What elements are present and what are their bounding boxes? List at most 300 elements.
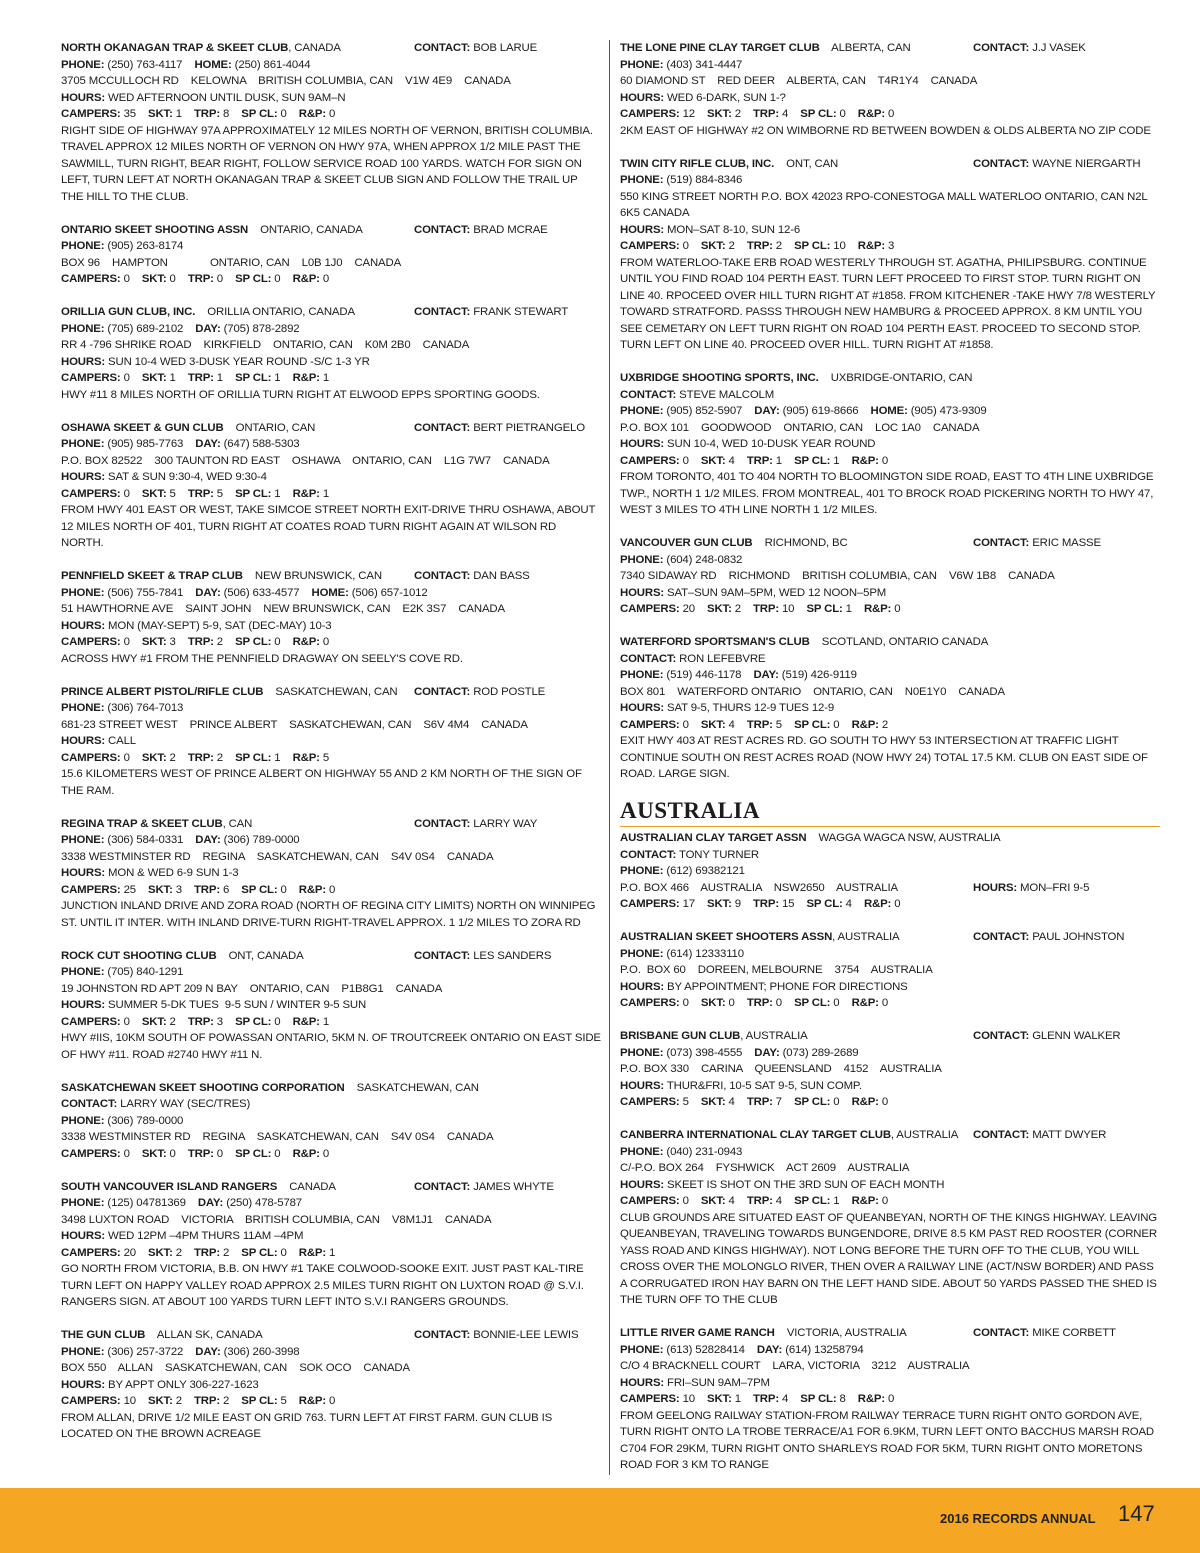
listing-text: HOURS: MON–SAT 8-10, SUN 12-6 <box>620 223 801 236</box>
listing-line <box>61 337 601 354</box>
listing-line <box>61 57 601 74</box>
listing-text: PHONE: (613) 52828414 DAY: (614) 13258794 <box>620 1343 864 1356</box>
club-listing <box>620 370 1160 519</box>
listing-text: C/O 4 BRACKNELL COURT LARA, VICTORIA 3212 AUSTRALIA <box>620 1360 970 1372</box>
listing-line <box>620 995 1160 1012</box>
listing-text: FROM ALLAN, DRIVE 1/2 MILE EAST ON GRID 763. TURN LEFT AT FIRST FARM. GUN CLUB IS LOCATED ON THE BROWN ACREAGE <box>61 1411 553 1440</box>
left-column <box>61 40 601 1459</box>
listing-line <box>61 585 601 602</box>
club-name: REGINA TRAP & SKEET CLUB <box>61 817 223 830</box>
contact-name: DAN BASS <box>473 570 530 582</box>
club-header-line <box>61 40 601 57</box>
club-name: UXBRIDGE SHOOTING SPORTS, INC. <box>620 372 819 384</box>
listing-line <box>620 1193 1160 1210</box>
listing-line <box>61 1146 601 1163</box>
listing-text: JUNCTION INLAND DRIVE AND ZORA ROAD (NORTH OF REGINA CITY LIMITS) NORTH ON WINNIPEG ST. UNTIL IT INTER. WITH INLAND DRIVE-TURN RIGHT-TRAVEL APPROX. 1 1/2 MILES TO ZORA RD <box>61 900 596 929</box>
listing-line <box>61 981 601 998</box>
listing-text: PHONE: (250) 763-4117 HOME: (250) 861-4044 <box>61 58 311 71</box>
listing-text: PHONE: (905) 263-8174 <box>61 240 184 252</box>
listing-line <box>61 618 601 635</box>
contact-name: GLENN WALKER <box>1032 1030 1121 1042</box>
listing-text: FROM TORONTO, 401 TO 404 NORTH TO BLOOMINGTON SIDE ROAD, EAST TO 4TH LINE UXBRIDGE TWP., NORTH 1 1/2 MILES. FROM MONTREAL, 401 TO BROCK ROAD PICKERING NORTH TO HWY 47, WEST 3 MILES TO 4TH LINE NORTH 1 1/2 MILES. <box>620 471 1154 516</box>
listing-line <box>620 123 1160 140</box>
club-header-line <box>620 40 1160 57</box>
listing-text: PHONE: (519) 884-8346 <box>620 174 743 186</box>
club-name: AUSTRALIAN SKEET SHOOTERS ASSN <box>620 931 833 943</box>
club-listing <box>620 40 1160 139</box>
listing-text: HOURS: BY APPOINTMENT; PHONE FOR DIRECTIONS <box>620 980 908 993</box>
club-listing <box>620 156 1160 354</box>
contact-field <box>973 1325 1116 1342</box>
contact-field <box>414 948 551 965</box>
contact-field <box>414 1179 554 1196</box>
listing-text: HWY #IIS, 10KM SOUTH OF POWASSAN ONTARIO, 5KM N. OF TROUTCREEK ONTARIO ON EAST SIDE OF HWY #11. ROAD #2740 HWY #11 N. <box>61 1032 601 1061</box>
listing-line <box>61 1344 601 1361</box>
club-listing <box>61 1080 601 1163</box>
listing-line <box>620 1078 1160 1095</box>
listing-line <box>61 1360 601 1377</box>
listing-line <box>620 1061 1160 1078</box>
listing-text: PHONE: (905) 852-5907 DAY: (905) 619-8666 HOME: (905) 473-9309 <box>620 405 987 417</box>
club-name: AUSTRALIAN CLAY TARGET ASSN <box>620 832 807 844</box>
listing-text: CAMPERS: 25 SKT: 3 TRP: 6 SP CL: 0 R&P: 0 <box>61 883 336 896</box>
listing-line <box>620 73 1160 90</box>
club-listing <box>620 1028 1160 1111</box>
listing-line <box>61 651 601 668</box>
hours-field <box>973 880 1089 897</box>
listing-text: P.O. BOX 466 AUSTRALIA NSW2650 AUSTRALIA <box>620 881 898 894</box>
listing-text: CAMPERS: 35 SKT: 1 TRP: 8 SP CL: 0 R&P: 0 <box>61 108 336 120</box>
contact-name: MATT DWYER <box>1032 1129 1107 1141</box>
listing-text: 19 JOHNSTON RD APT 209 N BAY ONTARIO, CAN P1B8G1 CANADA <box>61 982 443 995</box>
listing-text: HOURS: SKEET IS SHOT ON THE 3RD SUN OF EACH MONTH <box>620 1178 945 1191</box>
contact-label: CONTACT: <box>414 685 474 698</box>
listing-line <box>620 847 1160 864</box>
listing-line <box>61 964 601 981</box>
listing-line <box>61 238 601 255</box>
listing-line <box>620 238 1160 255</box>
listing-text: 2KM EAST OF HIGHWAY #2 ON WIMBORNE RD BETWEEN BOWDEN & OLDS ALBERTA NO ZIP CODE <box>620 124 1151 137</box>
listing-line <box>620 667 1160 684</box>
listing-line <box>61 453 601 470</box>
listing-text: EXIT HWY 403 AT REST ACRES RD. GO SOUTH TO HWY 53 INTERSECTION AT TRAFFIC LIGHT CONTINUE SOUTH ON REST ACRES ROAD (NOW HWY 24) TOTAL 17.5 KM. CLUB ON EAST SIDE OF ROAD. LARGE SIGN. <box>620 735 1148 780</box>
listing-text: HOURS: MON & WED 6-9 SUN 1-3 <box>61 867 239 879</box>
listing-text: BOX 550 ALLAN SASKATCHEWAN, CAN SOK OCO CANADA <box>61 1362 410 1374</box>
listing-line <box>620 222 1160 239</box>
contact-field <box>973 40 1086 57</box>
listing-line <box>61 370 601 387</box>
listing-line <box>620 420 1160 437</box>
listing-text: RIGHT SIDE OF HIGHWAY 97A APPROXIMATELY 12 MILES NORTH OF VERNON, BRITISH COLUMBIA. TRAVEL APPROX 12 MILES NORTH OF VERNON ON HWY 97A, WHEN APPROX 1/2 MILE PAST THE SAWMILL, TURN RIGHT, BEAR RIGHT, FOLLOW SERVICE ROAD 100 YARDS. WATCH FOR SIGN ON LEFT, TURN LEFT AT NORTH OKANAGAN TRAP & SKEET CLUB SIGN AND FOLLOW THE TRAIL UP THE HILL TO THE CLUB. <box>61 124 593 203</box>
listing-text: GO NORTH FROM VICTORIA, B.B. ON HWY #1 TAKE COLWOOD-SOOKE EXIT. JUST PAST KAL-TIRE TURN LEFT ON HAPPY VALLEY ROAD APPROX 2.5 MILES TURN RIGHT ON LUXTON ROAD @ S.V.I. RANGERS SIGN. AT ABOUT 100 YARDS TURN LEFT INTO S.V.I RANGERS GROUNDS. <box>61 1263 584 1308</box>
contact-label: CONTACT: <box>414 1180 474 1193</box>
listing-line <box>61 882 601 899</box>
contact-field <box>414 568 530 585</box>
listing-text: CONTACT: STEVE MALCOLM <box>620 388 775 401</box>
contact-name: BERT PIETRANGELO <box>473 421 585 434</box>
listing-text: PHONE: (306) 257-3722 DAY: (306) 260-3998 <box>61 1345 300 1358</box>
listing-line <box>61 1261 601 1311</box>
listing-line <box>620 1045 1160 1062</box>
contact-label: CONTACT: <box>973 1030 1033 1042</box>
footer-publication-label: 2016 RECORDS ANNUAL <box>940 1511 1096 1526</box>
listing-text: 3338 WESTMINSTER RD REGINA SASKATCHEWAN, CAN S4V 0S4 CANADA <box>61 850 494 863</box>
listing-line <box>61 106 601 123</box>
listing-text: BOX 96 HAMPTON ONTARIO, CAN L0B 1J0 CANADA <box>61 256 402 269</box>
club-listing <box>61 684 601 800</box>
listing-line <box>620 1375 1160 1392</box>
contact-field <box>414 420 585 437</box>
listing-line <box>620 172 1160 189</box>
column-divider <box>609 40 610 1475</box>
listing-line <box>620 1342 1160 1359</box>
listing-line <box>61 1212 601 1229</box>
listing-text: CAMPERS: 20 SKT: 2 TRP: 10 SP CL: 1 R&P: 0 <box>620 603 901 615</box>
listing-text: PHONE: (306) 584-0331 DAY: (306) 789-0000 <box>61 834 300 846</box>
listing-text: P.O. BOX 82522 300 TAUNTON RD EAST OSHAWA ONTARIO, CAN L1G 7W7 CANADA <box>61 454 550 467</box>
listing-text: 550 KING STREET NORTH P.O. BOX 42023 RPO-CONESTOGA MALL WATERLOO ONTARIO, CAN N2L 6K5 CANADA <box>620 190 1148 219</box>
listing-line <box>620 189 1160 222</box>
contact-field <box>973 1127 1106 1144</box>
club-header-line <box>620 929 1160 946</box>
club-name: CANBERRA INTERNATIONAL CLAY TARGET CLUB <box>620 1129 891 1141</box>
club-listing <box>61 304 601 403</box>
listing-text: P.O. BOX 101 GOODWOOD ONTARIO, CAN LOC 1A0 CANADA <box>620 421 980 434</box>
listing-line <box>620 57 1160 74</box>
listing-line <box>61 1245 601 1262</box>
listing-text: PHONE: (705) 689-2102 DAY: (705) 878-2892 <box>61 322 300 335</box>
club-name: OSHAWA SKEET & GUN CLUB <box>61 421 224 434</box>
page-number: 147 <box>1118 1501 1155 1526</box>
listing-line <box>620 387 1160 404</box>
listing-line <box>620 684 1160 701</box>
contact-field <box>973 535 1101 552</box>
listing-text: CAMPERS: 17 SKT: 9 TRP: 15 SP CL: 4 R&P: 0 <box>620 898 901 910</box>
club-header-line <box>620 1028 1160 1045</box>
contact-field <box>414 304 568 321</box>
listing-text: HOURS: THUR&FRI, 10-5 SAT 9-5, SUN COMP. <box>620 1079 862 1092</box>
club-header-line <box>620 370 1160 387</box>
club-header-line <box>61 1327 601 1344</box>
club-header-line <box>61 948 601 965</box>
contact-label: CONTACT: <box>973 537 1033 549</box>
contact-label: CONTACT: <box>973 157 1033 170</box>
listing-line <box>620 568 1160 585</box>
listing-line <box>61 865 601 882</box>
listing-line <box>620 453 1160 470</box>
contact-label: CONTACT: <box>414 1329 474 1341</box>
listing-text: ACROSS HWY #1 FROM THE PENNFIELD DRAGWAY ON SEELY'S COVE RD. <box>61 652 463 665</box>
club-name: BRISBANE GUN CLUB <box>620 1030 741 1042</box>
contact-label: CONTACT: <box>414 570 474 582</box>
listing-line <box>61 1377 601 1394</box>
listing-text: CONTACT: TONY TURNER <box>620 848 759 861</box>
listing-line <box>61 700 601 717</box>
listing-text: PHONE: (306) 764-7013 <box>61 702 184 714</box>
club-location: ALLAN SK, CANADA <box>145 1329 263 1341</box>
listing-line <box>620 403 1160 420</box>
contact-name: BRAD MCRAE <box>473 223 548 236</box>
contact-label: CONTACT: <box>414 421 474 434</box>
listing-text: FROM WATERLOO-TAKE ERB ROAD WESTERLY THROUGH ST. AGATHA, PHILIPSBURG. CONTINUE UNTIL YOU FIND ROAD 104 PERTH EAST. TURN LEFT PROCEED TO FIRST STOP. TURN RIGHT ON LINE 40. RPOCEED OVER HILL TURN RIGHT AT #1858. FROM KITCHENER -TAKE HWY 7/8 WESTERLY TOWARD STRATFORD. PASSS THROUGH NEW HAMBURG & PROCEED APPROX. 8 KM UNTIL YOU SEE CEMETARY ON LEFT TURN RIGHT ON ROAD 104 PERTH EAST. PROCEED TO SECOND STOP. TURN LEFT ON LINE 40. PROCEED OVER HILL. TURN RIGHT AT #1858. <box>620 256 1156 351</box>
listing-line <box>620 552 1160 569</box>
contact-label: CONTACT: <box>414 949 474 962</box>
listing-line <box>61 1195 601 1212</box>
contact-field <box>973 1028 1120 1045</box>
contact-field <box>414 816 537 833</box>
listing-text: 3338 WESTMINSTER RD REGINA SASKATCHEWAN, CAN S4V 0S4 CANADA <box>61 1131 494 1143</box>
club-location: , AUSTRALIA <box>740 1030 808 1042</box>
listing-text: CAMPERS: 10 SKT: 2 TRP: 2 SP CL: 5 R&P: 0 <box>61 1395 336 1407</box>
listing-text: PHONE: (614) 12333110 <box>620 947 744 960</box>
club-listing <box>620 1127 1160 1309</box>
contact-name: ROD POSTLE <box>473 685 546 698</box>
listing-line <box>620 1358 1160 1375</box>
contact-name: LES SANDERS <box>473 949 552 962</box>
australia-listings <box>620 830 1160 1474</box>
club-listing <box>61 816 601 932</box>
listing-text: HOURS: MON (MAY-SEPT) 5-9, SAT (DEC-MAY) 10-3 <box>61 619 332 632</box>
club-location: , CANADA <box>288 42 341 54</box>
club-location: NEW BRUNSWICK, CAN <box>242 570 382 582</box>
listing-text: 681-23 STREET WEST PRINCE ALBERT SASKATCHEWAN, CAN S6V 4M4 CANADA <box>61 718 528 731</box>
listing-line <box>61 1228 601 1245</box>
listing-text: CAMPERS: 0 SKT: 4 TRP: 1 SP CL: 1 R&P: 0 <box>620 454 889 467</box>
section-title-australia: AUSTRALIA <box>620 798 760 823</box>
contact-field <box>973 156 1140 173</box>
listing-line <box>61 354 601 371</box>
listing-line <box>620 717 1160 734</box>
listing-text: CAMPERS: 5 SKT: 4 TRP: 7 SP CL: 0 R&P: 0 <box>620 1096 889 1108</box>
listing-text: PHONE: (403) 341-4447 <box>620 58 743 71</box>
listing-text: C/-P.O. BOX 264 FYSHWICK ACT 2609 AUSTRALIA <box>620 1162 910 1174</box>
club-location: , AUSTRALIA <box>832 931 900 943</box>
listing-text: HOURS: SAT 9-5, THURS 12-9 TUES 12-9 <box>620 702 835 714</box>
contact-name: WAYNE NIERGARTH <box>1032 157 1141 170</box>
contact-label: CONTACT: <box>414 817 474 830</box>
listing-line <box>620 1210 1160 1309</box>
club-location: ONTARIO, CANADA <box>248 223 363 236</box>
listing-text: CAMPERS: 0 SKT: 0 TRP: 0 SP CL: 0 R&P: 0 <box>620 997 889 1009</box>
listing-text: PHONE: (519) 446-1178 DAY: (519) 426-9119 <box>620 669 857 681</box>
club-location: RICHMOND, BC <box>752 537 848 549</box>
listing-text: FROM GEELONG RAILWAY STATION-FROM RAILWAY TERRACE TURN RIGHT ONTO GORDON AVE, TURN RIGHT ONTO LA TROBE TERRACE/A1 FOR 6.9KM, TURN LEFT ONTO BACCHUS MARSH ROAD C704 FOR 29KM, TURN RIGHT ONTO SHARLEYS ROAD FOR 5KM, TURN RIGHT ONTO MORETONS ROAD FOR 3 KM TO RANGE <box>620 1409 1154 1471</box>
club-location: ONT, CANADA <box>216 949 304 962</box>
club-listing <box>620 634 1160 783</box>
listing-line <box>620 1144 1160 1161</box>
club-listing <box>61 420 601 552</box>
listing-line <box>620 880 1160 897</box>
listing-line <box>61 1113 601 1130</box>
listing-text: HOURS: CALL <box>61 735 136 747</box>
contact-name: BONNIE-LEE LEWIS <box>473 1329 579 1341</box>
listing-line <box>61 717 601 734</box>
listing-line <box>620 1177 1160 1194</box>
contact-label: CONTACT: <box>973 42 1033 54</box>
listing-line <box>620 733 1160 783</box>
listing-text: BOX 801 WATERFORD ONTARIO ONTARIO, CAN N0E1Y0 CANADA <box>620 685 1005 698</box>
listing-text: 3705 MCCULLOCH RD KELOWNA BRITISH COLUMBIA, CAN V1W 4E9 CANADA <box>61 75 511 87</box>
contact-name: JAMES WHYTE <box>473 1180 554 1193</box>
club-name: VANCOUVER GUN CLUB <box>620 537 753 549</box>
listing-text: HWY #11 8 MILES NORTH OF ORILLIA TURN RIGHT AT ELWOOD EPPS SPORTING GOODS. <box>61 388 540 401</box>
listing-text: 3498 LUXTON ROAD VICTORIA BRITISH COLUMBIA, CAN V8M1J1 CANADA <box>61 1213 492 1226</box>
listing-line <box>61 255 601 272</box>
listing-line <box>620 469 1160 519</box>
contact-name: ERIC MASSE <box>1032 537 1101 549</box>
club-header-line <box>61 684 601 701</box>
listing-line <box>61 1030 601 1063</box>
listing-text: CAMPERS: 0 SKT: 2 TRP: 3 SP CL: 0 R&P: 1 <box>61 1015 330 1028</box>
club-header-line <box>61 1080 601 1097</box>
listing-text: PHONE: (705) 840-1291 <box>61 966 184 978</box>
contact-label: CONTACT: <box>414 223 474 236</box>
listing-line <box>620 90 1160 107</box>
listing-text: HOURS: WED 12PM –4PM THURS 11AM –4PM <box>61 1230 304 1242</box>
club-listing <box>620 830 1160 913</box>
contact-name: J.J VASEK <box>1032 42 1086 54</box>
listing-text: FROM HWY 401 EAST OR WEST, TAKE SIMCOE STREET NORTH EXIT-DRIVE THRU OSHAWA, ABOUT 12 MILES NORTH OF 401, TURN RIGHT AT COATES ROAD TURN RIGHT AGAIN AT WILSON RD NORTH. <box>61 504 596 549</box>
listing-line <box>61 502 601 552</box>
listing-line <box>620 1391 1160 1408</box>
listing-text: HOURS: SAT–SUN 9AM–5PM, WED 12 NOON–5PM <box>620 586 887 599</box>
listing-text: CAMPERS: 0 SKT: 2 TRP: 2 SP CL: 1 R&P: 5 <box>61 751 330 764</box>
club-location: ORILLIA ONTARIO, CANADA <box>195 306 355 318</box>
canada-listings-continued <box>620 40 1160 783</box>
club-name: PRINCE ALBERT PISTOL/RIFLE CLUB <box>61 685 264 698</box>
club-name: WATERFORD SPORTSMAN'S CLUB <box>620 636 810 648</box>
listing-text: PHONE: (306) 789-0000 <box>61 1114 184 1127</box>
listing-line <box>61 832 601 849</box>
contact-label: CONTACT: <box>414 42 474 54</box>
listing-line <box>620 585 1160 602</box>
listing-text: CAMPERS: 0 SKT: 2 TRP: 2 SP CL: 10 R&P: 3 <box>620 240 895 252</box>
hours-label: HOURS: <box>973 881 1021 894</box>
listing-line <box>61 123 601 206</box>
contact-name: FRANK STEWART <box>473 306 569 318</box>
listing-text: CAMPERS: 0 SKT: 5 TRP: 5 SP CL: 1 R&P: 1 <box>61 487 330 500</box>
listing-line <box>620 255 1160 354</box>
section-rule <box>620 826 1160 827</box>
listing-text: P.O. BOX 330 CARINA QUEENSLAND 4152 AUSTRALIA <box>620 1063 942 1075</box>
club-listing <box>61 1327 601 1443</box>
listing-line <box>61 73 601 90</box>
listing-text: CAMPERS: 0 SKT: 3 TRP: 2 SP CL: 0 R&P: 0 <box>61 636 330 648</box>
club-header-line <box>620 830 1160 847</box>
listing-text: RR 4 -796 SHRIKE ROAD KIRKFIELD ONTARIO, CAN K0M 2B0 CANADA <box>61 339 470 351</box>
listing-text: PHONE: (040) 231-0943 <box>620 1145 743 1158</box>
listing-line <box>620 896 1160 913</box>
listing-line <box>61 1393 601 1410</box>
club-name: ORILLIA GUN CLUB, INC. <box>61 306 196 318</box>
club-name: SASKATCHEWAN SKEET SHOOTING CORPORATION <box>61 1081 345 1094</box>
listing-text: PHONE: (073) 398-4555 DAY: (073) 289-2689 <box>620 1046 859 1059</box>
club-name: PENNFIELD SKEET & TRAP CLUB <box>61 570 243 582</box>
listing-text: PHONE: (604) 248-0832 <box>620 553 743 566</box>
club-header-line <box>61 816 601 833</box>
listing-text: CAMPERS: 10 SKT: 1 TRP: 4 SP CL: 8 R&P: 0 <box>620 1393 895 1405</box>
listing-line <box>620 962 1160 979</box>
listing-line <box>620 863 1160 880</box>
club-header-line <box>61 222 601 239</box>
club-header-line <box>620 1127 1160 1144</box>
club-name: TWIN CITY RIFLE CLUB, INC. <box>620 157 775 170</box>
club-header-line <box>620 535 1160 552</box>
contact-name: LARRY WAY <box>473 817 538 830</box>
listing-line <box>620 601 1160 618</box>
contact-label: CONTACT: <box>973 1129 1033 1141</box>
listing-line <box>61 733 601 750</box>
listing-line <box>620 436 1160 453</box>
club-location: CANADA <box>277 1180 336 1193</box>
listing-line <box>61 436 601 453</box>
listing-text: CAMPERS: 0 SKT: 4 TRP: 5 SP CL: 0 R&P: 2 <box>620 718 889 731</box>
listing-line <box>61 1410 601 1443</box>
listing-text: 51 HAWTHORNE AVE SAINT JOHN NEW BRUNSWICK, CAN E2K 3S7 CANADA <box>61 603 505 615</box>
contact-field <box>414 222 548 239</box>
listing-line <box>61 486 601 503</box>
club-name: NORTH OKANAGAN TRAP & SKEET CLUB <box>61 42 289 54</box>
listing-text: HOURS: SUMMER 5-DK TUES 9-5 SUN / WINTER 9-5 SUN <box>61 999 367 1011</box>
listing-text: HOURS: FRI–SUN 9AM–7PM <box>620 1376 770 1389</box>
club-listing <box>61 1179 601 1311</box>
listing-text: CAMPERS: 0 SKT: 4 TRP: 4 SP CL: 1 R&P: 0 <box>620 1195 889 1207</box>
listing-line <box>61 766 601 799</box>
contact-field <box>414 40 537 57</box>
listing-line <box>61 1096 601 1113</box>
club-header-line <box>620 156 1160 173</box>
listing-text: PHONE: (506) 755-7841 DAY: (506) 633-4577 HOME: (506) 657-1012 <box>61 586 428 599</box>
listing-text: 15.6 KILOMETERS WEST OF PRINCE ALBERT ON HIGHWAY 55 AND 2 KM NORTH OF THE SIGN OF THE RAM. <box>61 768 582 797</box>
club-location: UXBRIDGE-ONTARIO, CAN <box>818 372 973 384</box>
contact-label: CONTACT: <box>973 1327 1033 1339</box>
listing-text: CAMPERS: 20 SKT: 2 TRP: 2 SP CL: 0 R&P: 1 <box>61 1246 336 1259</box>
listing-text: CAMPERS: 12 SKT: 2 TRP: 4 SP CL: 0 R&P: 0 <box>620 108 895 120</box>
contact-field <box>414 1327 578 1344</box>
listing-line <box>620 651 1160 668</box>
club-location: ALBERTA, CAN <box>819 42 911 54</box>
listing-text: HOURS: SUN 10-4, WED 10-DUSK YEAR ROUND <box>620 438 876 450</box>
listing-text: P.O. BOX 60 DOREEN, MELBOURNE 3754 AUSTRALIA <box>620 964 933 976</box>
club-listing <box>61 40 601 205</box>
club-location: SASKATCHEWAN, CAN <box>344 1081 479 1094</box>
listing-text: PHONE: (905) 985-7763 DAY: (647) 588-5303 <box>61 438 300 450</box>
club-header-line <box>61 420 601 437</box>
listing-line <box>61 90 601 107</box>
listing-text: HOURS: WED 6-DARK, SUN 1-? <box>620 91 786 104</box>
club-location: ONTARIO, CAN <box>223 421 316 434</box>
listing-line <box>620 979 1160 996</box>
listing-text: CONTACT: RON LEFEBVRE <box>620 652 766 665</box>
club-listing <box>620 1325 1160 1474</box>
club-location: WAGGA WAGCA NSW, AUSTRALIA <box>806 832 1001 844</box>
listing-text: CAMPERS: 0 SKT: 0 TRP: 0 SP CL: 0 R&P: 0 <box>61 1147 330 1160</box>
contact-name: BOB LARUE <box>473 42 538 54</box>
contact-field <box>414 684 545 701</box>
club-header-line <box>61 304 601 321</box>
club-name: LITTLE RIVER GAME RANCH <box>620 1327 775 1339</box>
club-location: , AUSTRALIA <box>890 1129 959 1141</box>
club-listing <box>61 222 601 288</box>
club-name: ROCK CUT SHOOTING CLUB <box>61 949 217 962</box>
club-location: SCOTLAND, ONTARIO CANADA <box>809 636 989 648</box>
listing-text: CLUB GROUNDS ARE SITUATED EAST OF QUEANBEYAN, NORTH OF THE KINGS HIGHWAY. LEAVING QUEANBEYAN, TRAVELING TOWARDS BUNGENDORE, DRIVE 8.5 KM PAST RED ROOSTER (CORNER YASS ROAD AND KINGS HIGHWAY). NOT LONG BEFORE THE TURN OFF TO THE CLUB, YOU WILL CROSS OVER THE MOLONGLO RIVER, THEN OVER A RAILWAY LINE (ACT/NSW BORDER) AND PASS A CORRUGATED IRON HAY BARN ON THE LEFT HAND SIDE. ABOUT 50 YARDS PASSED THE SHED IS THE TURN OFF TO THE CLUB <box>620 1211 1158 1306</box>
listing-text: HOURS: SAT & SUN 9:30-4, WED 9:30-4 <box>61 471 267 483</box>
listing-line <box>620 1094 1160 1111</box>
listing-text: PHONE: (612) 69382121 <box>620 865 745 877</box>
listing-line <box>61 634 601 651</box>
listing-text: HOURS: BY APPT ONLY 306-227-1623 <box>61 1378 259 1391</box>
